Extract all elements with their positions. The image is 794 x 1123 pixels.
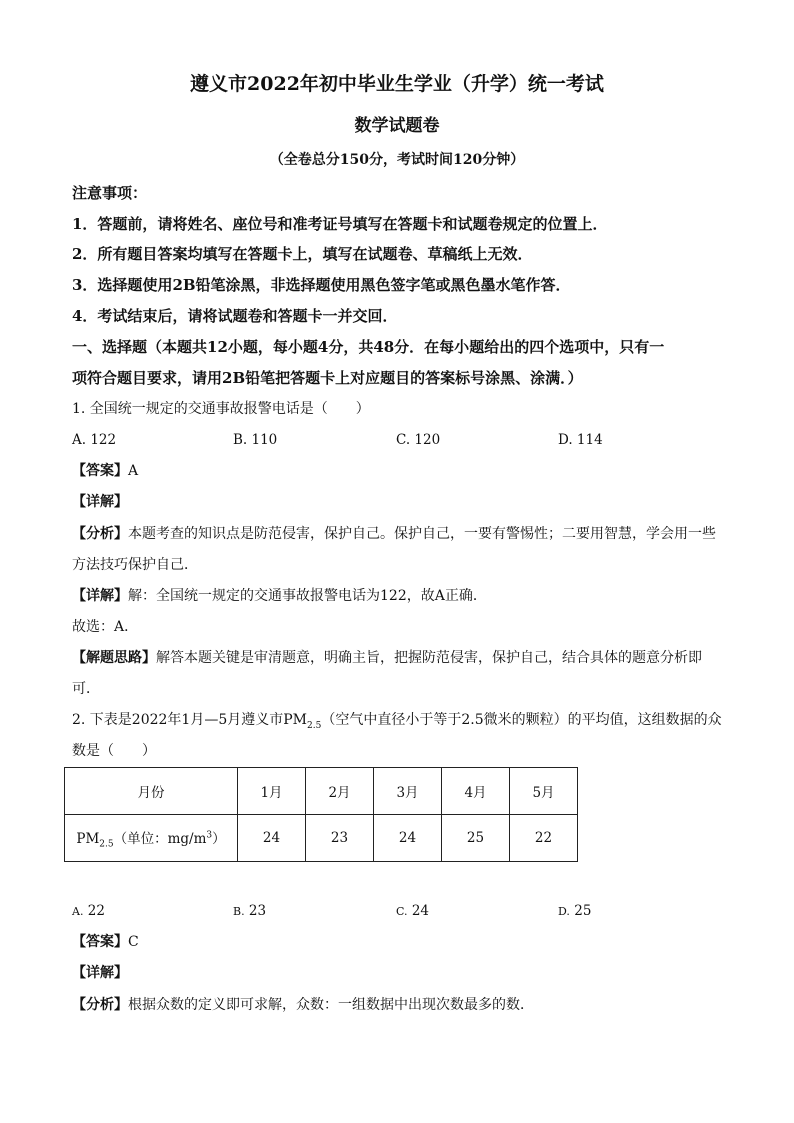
q1-option-d: D. 114 <box>558 432 603 448</box>
row-label-part: PM <box>76 830 100 847</box>
notice-item: 2．所有题目答案均填写在答题卡上，填写在试题卷、草稿纸上无效． <box>72 245 533 263</box>
idea-text: 解答本题关键是审清题意，明确主旨，把握防范侵害，保护自己，结合具体的题意分析即 <box>156 650 702 666</box>
table-header-cell: 5月 <box>510 768 578 815</box>
q1-analysis <box>72 525 716 543</box>
option-letter: C. <box>396 905 408 918</box>
section-heading-cont: 项符合题目要求，请用2B铅笔把答题卡上对应题目的答案标号涂黑、涂满．） <box>72 369 583 387</box>
option-letter: B. <box>233 905 245 918</box>
q2-option-d <box>558 902 591 921</box>
question-2-stem <box>72 711 722 735</box>
table-row-label <box>65 815 238 862</box>
answer-value: C <box>128 934 139 950</box>
exam-title: 遵义市2022年初中毕业生学业（升学）统一考试 <box>190 73 604 95</box>
table-header-cell: 2月 <box>306 768 374 815</box>
idea-tag: 【解题思路】 <box>72 650 156 666</box>
analysis-tag: 【分析】 <box>72 526 128 542</box>
answer-value: A <box>128 463 139 479</box>
table-cell: 22 <box>510 815 578 862</box>
table-row <box>65 815 578 862</box>
table-header-cell: 4月 <box>442 768 510 815</box>
option-value: 23 <box>248 903 267 919</box>
table-header-cell: 3月 <box>374 768 442 815</box>
answer-tag: 【答案】 <box>72 934 128 950</box>
q2-option-c <box>396 902 429 921</box>
option-letter: D. <box>558 905 570 918</box>
detail-text: 解：全国统一规定的交通事故报警电话为122，故A正确． <box>128 588 487 604</box>
q1-option-b: B. 110 <box>233 432 278 448</box>
q2-detail-tag: 【详解】 <box>72 965 128 981</box>
exam-subtitle: 数学试题卷 <box>354 116 440 136</box>
q2-answer <box>72 933 139 951</box>
q2-analysis <box>72 996 534 1014</box>
q2-option-a <box>72 902 105 921</box>
section-heading: 一、选择题（本题共12小题，每小题4分，共48分．在每小题给出的四个选项中，只有一 <box>72 338 665 356</box>
q1-conclusion: 故选：A． <box>72 619 139 635</box>
question-1-stem: 1. 全国统一规定的交通事故报警电话是（ ） <box>72 401 370 417</box>
stem-part: （空气中直径小于等于2.5微米的颗粒）的平均值，这组数据的众 <box>321 712 722 728</box>
detail-tag: 【详解】 <box>72 588 128 604</box>
q1-idea <box>72 649 702 667</box>
table-header-cell: 月份 <box>65 768 238 815</box>
row-label-part: ） <box>212 830 226 847</box>
stem-subscript: 2.5 <box>307 720 322 731</box>
q1-answer <box>72 462 138 480</box>
notice-item: 1．答题前，请将姓名、座位号和准考证号填写在答题卡和试题卷规定的位置上． <box>72 215 608 233</box>
option-letter: A. <box>72 905 84 918</box>
table-cell: 23 <box>306 815 374 862</box>
notice-item: 3．选择题使用2B铅笔涂黑，非选择题使用黑色签字笔或黑色墨水笔作答． <box>72 276 571 294</box>
analysis-tag: 【分析】 <box>72 997 128 1013</box>
row-label-part: （单位：mg/m <box>113 830 207 847</box>
q1-analysis-cont: 方法技巧保护自己． <box>72 557 198 573</box>
answer-tag: 【答案】 <box>72 463 128 479</box>
pm25-table <box>64 767 578 862</box>
analysis-text: 根据众数的定义即可求解，众数：一组数据中出现次数最多的数． <box>128 997 534 1013</box>
table-cell: 24 <box>238 815 306 862</box>
table-header-row <box>65 768 578 815</box>
q1-idea-cont: 可． <box>72 681 100 697</box>
q1-detail <box>72 587 487 605</box>
analysis-text: 本题考查的知识点是防范侵害，保护自己。保护自己，一要有警惕性；二要用智慧，学会用一些 <box>128 526 716 542</box>
q1-detail-tag: 【详解】 <box>72 494 128 510</box>
q1-option-c: C. 120 <box>396 432 441 448</box>
notice-item: 4．考试结束后，请将试题卷和答题卡一并交回． <box>72 307 398 325</box>
notice-heading: 注意事项： <box>72 184 148 202</box>
row-label-subscript: 2.5 <box>99 839 114 850</box>
row-label-superscript: 3 <box>206 830 213 841</box>
option-value: 22 <box>87 903 105 919</box>
table-cell: 25 <box>442 815 510 862</box>
stem-part: 2. 下表是2022年1月—5月遵义市PM <box>72 712 308 728</box>
question-2-stem-cont: 数是（ ） <box>72 743 156 759</box>
q1-option-a: A. 122 <box>72 432 117 448</box>
q2-option-b <box>233 902 266 921</box>
table-cell: 24 <box>374 815 442 862</box>
exam-note: （全卷总分150分，考试时间120分钟） <box>269 152 525 168</box>
option-value: 24 <box>411 903 430 919</box>
table-header-cell: 1月 <box>238 768 306 815</box>
option-value: 25 <box>574 903 592 919</box>
